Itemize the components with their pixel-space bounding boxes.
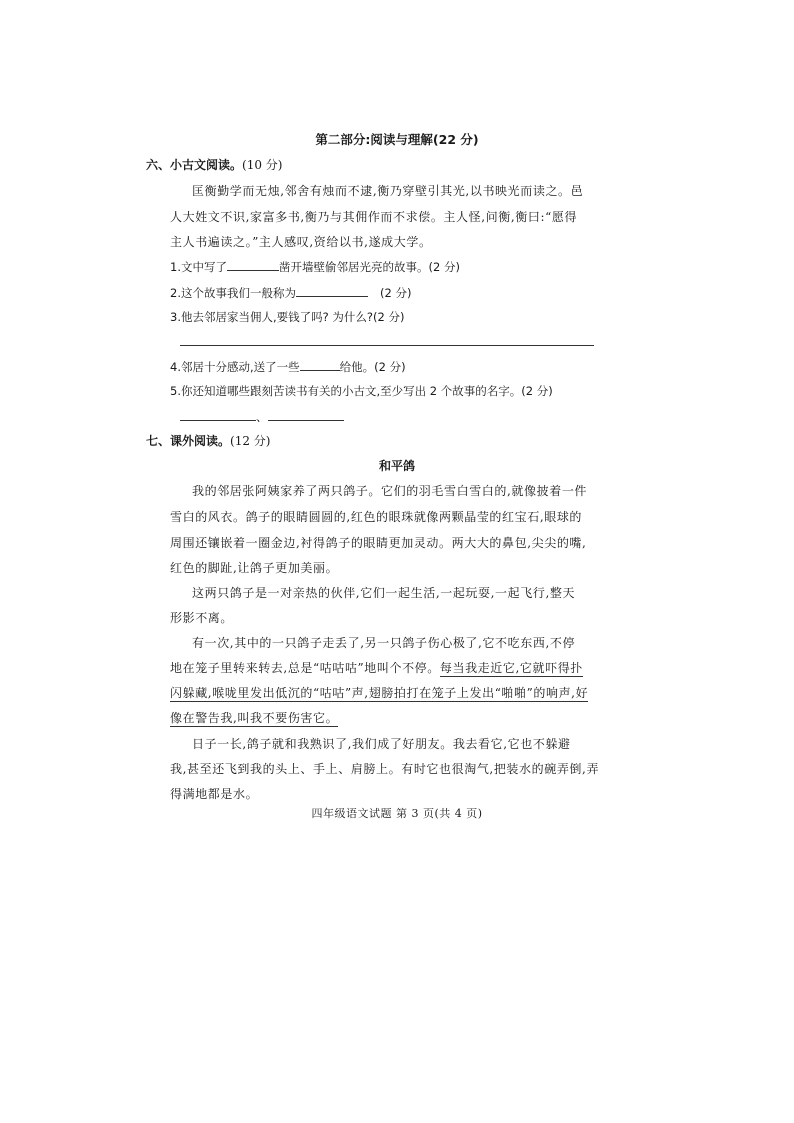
question-6-2-after: (2 分) — [379, 286, 412, 300]
story-p3-line-2-plain: 地在笼子里转来转去,总是“咕咕咕”地叫个不停。 — [170, 661, 440, 675]
story-title: 和平鸽 — [378, 459, 415, 473]
section6-passage-line-3: 主人书遍读之。”主人感叹,资给以书,遂成大学。 — [170, 235, 432, 249]
story-p3-line-1: 有一次,其中的一只鸽子走丢了,另一只鸽子伤心极了,它不吃东西,不停 — [192, 636, 576, 650]
story-p3-line-3 — [170, 684, 588, 701]
question-6-2 — [170, 284, 411, 301]
story-p3-underlined-mid: 闪躲藏,喉咙里发出低沉的“咕咕”声,翅膀拍打在笼子上发出“啪啪”的响声,好 — [170, 686, 589, 700]
question-6-2-before: 2.这个故事我们一般称为 — [170, 286, 296, 300]
question-6-5-answers — [180, 408, 344, 425]
question-6-1-before: 1.文中写了 — [170, 260, 227, 274]
section6-passage-line-2: 人大姓文不识,家富多书,衡乃与其佣作而不求偿。主人怪,问衡,衡曰:“愿得 — [170, 210, 578, 224]
question-6-4 — [170, 358, 406, 375]
section6-score: (10 分) — [242, 158, 283, 172]
answer-separator: 、 — [256, 410, 268, 424]
answer-blank-6-5-a[interactable] — [180, 408, 256, 421]
section7-score: (12 分) — [230, 434, 271, 448]
story-p4-line-2: 我,甚至还飞到我的头上、手上、肩膀上。有时它也很淘气,把装水的碗弄倒,弄 — [170, 762, 600, 776]
section6-heading — [146, 156, 282, 173]
answer-blank-6-1[interactable] — [227, 258, 279, 271]
answer-blank-6-2[interactable] — [296, 284, 368, 297]
question-6-4-after: 给他。(2 分) — [339, 360, 406, 374]
question-6-1-after: 凿开墙壁偷邻居光亮的故事。(2 分) — [278, 260, 460, 274]
question-6-5: 5.你还知道哪些跟刻苦读书有关的小古文,至少写出 2 个故事的名字。(2 分) — [170, 384, 553, 398]
question-6-4-before: 4.邻居十分感动,送了一些 — [170, 360, 300, 374]
story-p1-line-2: 雪白的风衣。鸽子的眼睛圆圆的,红色的眼珠就像两颗晶莹的红宝石,眼球的 — [170, 510, 583, 524]
part-title: 第二部分:阅读与理解(22 分) — [315, 132, 479, 147]
story-p2-line-2: 形影不离。 — [170, 611, 234, 625]
section7-label: 七、课外阅读。 — [146, 434, 231, 448]
question-6-3: 3.他去邻居家当佣人,要钱了吗? 为什么?(2 分) — [170, 310, 405, 324]
section7-heading — [146, 432, 270, 449]
story-p3-line-2 — [170, 659, 583, 676]
section6-passage-line-1: 匡衡勤学而无烛,邻舍有烛而不逮,衡乃穿壁引其光,以书映光而读之。邑 — [192, 184, 584, 198]
answer-line-6-3[interactable] — [180, 345, 594, 346]
story-p3-underlined-end: 像在警告我,叫我不要伤害它。 — [170, 711, 339, 725]
story-p1-line-4: 红色的脚趾,让鸽子更加美丽。 — [170, 561, 339, 575]
page-footer: 四年级语文试题 第 3 页(共 4 页) — [311, 807, 483, 820]
answer-blank-6-5-b[interactable] — [268, 408, 344, 421]
question-6-1 — [170, 258, 460, 275]
story-p2-line-1: 这两只鸽子是一对亲热的伙伴,它们一起生活,一起玩耍,一起飞行,整天 — [192, 586, 576, 600]
section6-label: 六、小古文阅读。 — [146, 158, 243, 172]
story-p3-line-4 — [170, 709, 338, 726]
story-p4-line-3: 得满地都是水。 — [170, 787, 259, 801]
story-p1-line-1: 我的邻居张阿姨家养了两只鸽子。它们的羽毛雪白雪白的,就像披着一件 — [192, 484, 588, 498]
story-p1-line-3: 周围还镶嵌着一圈金边,衬得鸽子的眼睛更加灵动。两大大的鼻包,尖尖的嘴, — [170, 536, 587, 550]
story-p4-line-1: 日子一长,鸽子就和我熟识了,我们成了好朋友。我去看它,它也不躲避 — [192, 737, 571, 751]
answer-blank-6-4[interactable] — [300, 358, 340, 371]
story-p3-underlined-start: 每当我走近它,它就吓得扑 — [439, 661, 583, 675]
